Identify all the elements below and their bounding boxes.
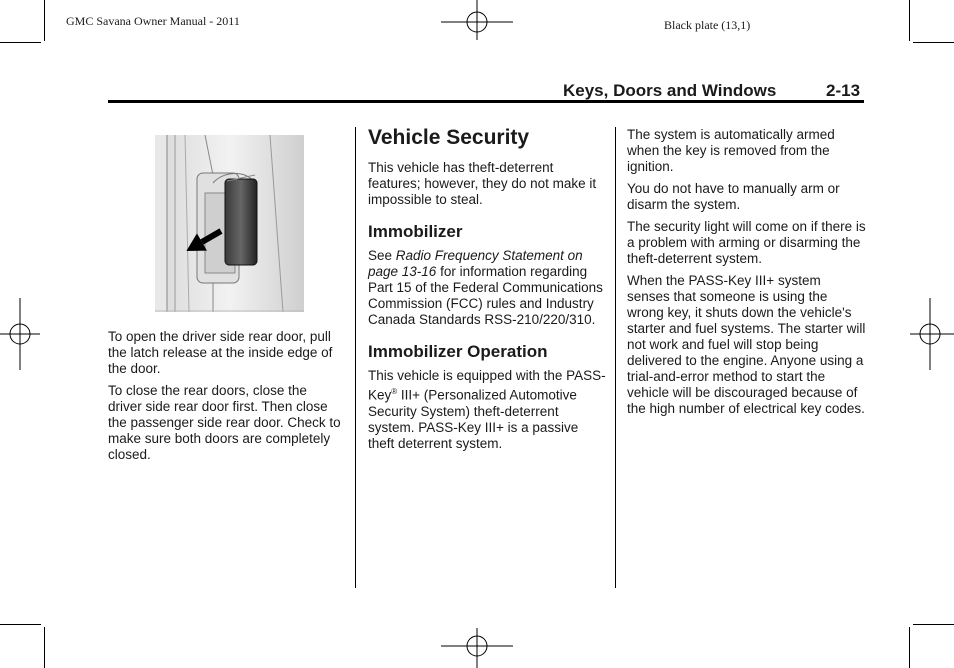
page-number: 2-13 bbox=[826, 81, 861, 100]
immobilizer-rest-text: for information regarding Part 15 of the Federal Communications Commission (FCC) rules and Industry Canada Standards RSS-210/220/310. bbox=[368, 264, 603, 327]
section-title: Keys, Doors and Windows bbox=[563, 81, 777, 100]
immobilizer-operation-paragraph bbox=[368, 368, 608, 452]
vehicle-security-heading: Vehicle Security bbox=[368, 126, 530, 149]
operation-text-b: III+ (Personalized Automotive Security System) theft-deterrent system. PASS-Key III+ is a passive theft deterrent system. bbox=[368, 387, 579, 451]
plate-label: Black plate (13,1) bbox=[664, 18, 751, 32]
document-title: GMC Savana Owner Manual - 2011 bbox=[66, 14, 240, 28]
radio-frequency-reference: Radio Frequency Statement on page 13-16 bbox=[368, 248, 583, 279]
immobilizer-paragraph bbox=[368, 248, 608, 328]
auto-arm-paragraph: The system is automatically armed when the key is removed from the ignition. bbox=[627, 127, 835, 174]
manual-arm-paragraph: You do not have to manually arm or disarm the system. bbox=[627, 181, 840, 212]
registered-mark: ® bbox=[391, 387, 398, 396]
column-left bbox=[108, 329, 344, 469]
operation-text-a: This vehicle is equipped with the PASS-Key bbox=[368, 368, 606, 403]
column-divider-right bbox=[615, 127, 616, 588]
door-latch-illustration bbox=[155, 135, 304, 312]
wrong-key-paragraph: When the PASS-Key III+ system senses that someone is using the wrong key, it shuts down the vehicle's starter and fuel systems. The starter will not work and fuel will stop being delivered to the engine. Anyone using a trial-and-error method to start the vehicle will be discouraged because of the high number of electrical key codes. bbox=[627, 273, 866, 416]
immobilizer-heading: Immobilizer bbox=[368, 222, 463, 241]
immobilizer-operation-heading: Immobilizer Operation bbox=[368, 342, 548, 361]
vehicle-security-intro: This vehicle has theft-deterrent features; however, they do not make it impossible to steal. bbox=[368, 160, 597, 207]
security-light-paragraph: The security light will come on if there is a problem with arming or disarming the theft-deterrent system. bbox=[627, 219, 866, 266]
column-middle bbox=[368, 126, 608, 458]
open-door-paragraph: To open the driver side rear door, pull the latch release at the inside edge of the door. bbox=[108, 329, 333, 376]
column-divider-left bbox=[355, 127, 356, 588]
column-right bbox=[627, 127, 867, 423]
see-text: See bbox=[368, 248, 396, 263]
close-doors-paragraph: To close the rear doors, close the driver side rear door first. Then close the passenger side rear door. Check to make sure both doors are completely closed. bbox=[108, 383, 341, 462]
header-rule bbox=[108, 100, 864, 103]
